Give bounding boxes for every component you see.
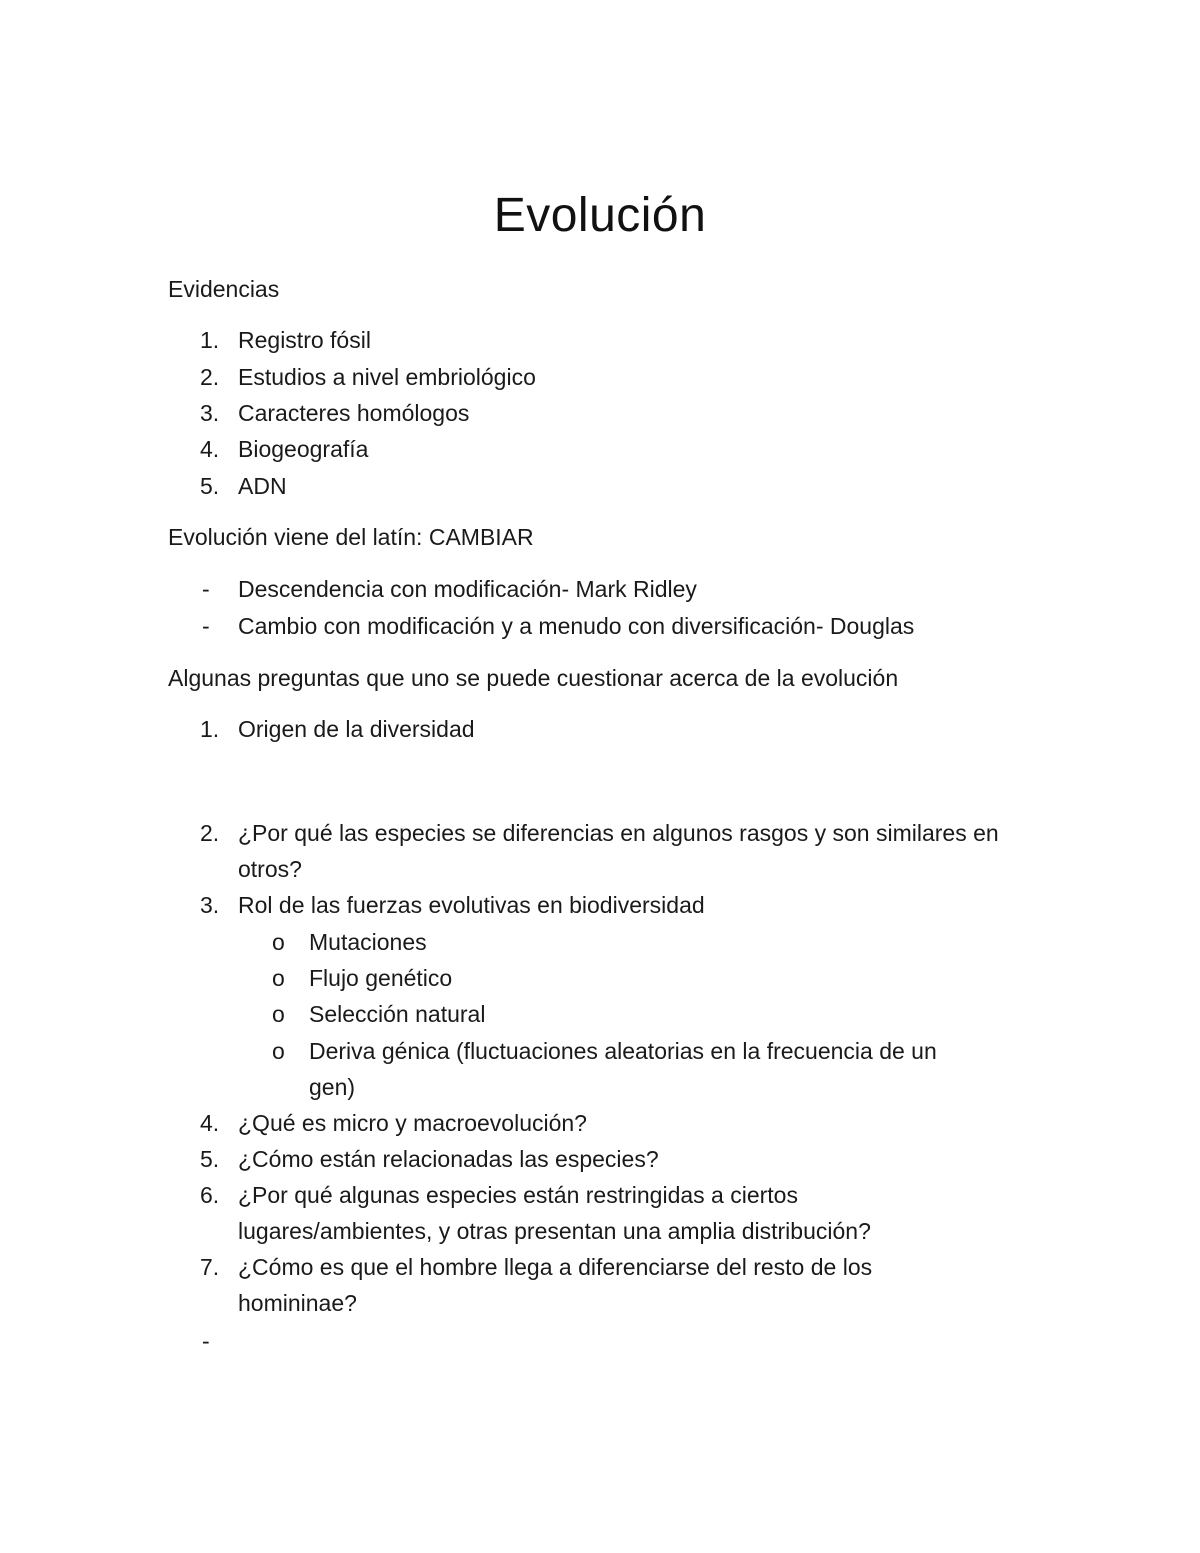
- dash-bullet: -: [202, 613, 210, 639]
- list-item: Rol de las fuerzas evolutivas en biodiversidad: [238, 892, 705, 918]
- document-title: Evolución: [493, 189, 707, 242]
- list-number: 4.: [200, 1110, 220, 1136]
- list-item: Caracteres homólogos: [238, 400, 470, 426]
- list-item: ADN: [238, 473, 287, 499]
- etymology-heading: Evolución viene del latín: CAMBIAR: [168, 524, 534, 550]
- list-item-continuation: otros?: [238, 856, 302, 882]
- list-number: 3.: [200, 400, 220, 426]
- list-number: 7.: [200, 1254, 220, 1280]
- list-item: ¿Cómo están relacionadas las especies?: [238, 1146, 659, 1172]
- sub-list-item: Deriva génica (fluctuaciones aleatorias en la frecuencia de un: [309, 1038, 937, 1064]
- list-item: ¿Qué es micro y macroevolución?: [238, 1110, 587, 1136]
- list-item: Origen de la diversidad: [238, 716, 475, 742]
- list-number: 5.: [200, 1146, 220, 1172]
- list-number: 2.: [200, 820, 220, 846]
- list-item: ¿Cómo es que el hombre llega a diferenciarse del resto de los: [238, 1254, 873, 1280]
- list-item: ¿Por qué algunas especies están restringidas a ciertos: [238, 1182, 798, 1208]
- list-item: Registro fósil: [238, 327, 371, 353]
- list-item-continuation: lugares/ambientes, y otras presentan una amplia distribución?: [238, 1218, 871, 1244]
- sub-list-item: Selección natural: [309, 1001, 486, 1027]
- list-item: Descendencia con modificación- Mark Ridley: [238, 576, 697, 602]
- sub-list-item: Flujo genético: [309, 965, 453, 991]
- circle-bullet: o: [272, 1038, 285, 1064]
- sub-list-item-continuation: gen): [309, 1074, 356, 1100]
- list-item: Estudios a nivel embriológico: [238, 364, 536, 390]
- list-number: 6.: [200, 1182, 220, 1208]
- list-number: 2.: [200, 364, 220, 390]
- dash-bullet: -: [202, 1328, 210, 1354]
- list-number: 1.: [200, 716, 220, 742]
- list-number: 3.: [200, 892, 220, 918]
- evidencias-heading: Evidencias: [168, 276, 280, 302]
- sub-list-item: Mutaciones: [309, 929, 427, 955]
- list-number: 1.: [200, 327, 220, 353]
- questions-heading: Algunas preguntas que uno se puede cuestionar acerca de la evolución: [168, 665, 899, 691]
- circle-bullet: o: [272, 1001, 285, 1027]
- circle-bullet: o: [272, 965, 285, 991]
- list-item-continuation: homininae?: [238, 1290, 357, 1316]
- list-item: Cambio con modificación y a menudo con diversificación- Douglas: [238, 613, 915, 639]
- dash-bullet: -: [202, 576, 210, 602]
- list-item: Biogeografía: [238, 436, 369, 462]
- list-number: 5.: [200, 473, 220, 499]
- list-number: 4.: [200, 436, 220, 462]
- list-item: ¿Por qué las especies se diferencias en algunos rasgos y son similares en: [238, 820, 999, 846]
- circle-bullet: o: [272, 929, 285, 955]
